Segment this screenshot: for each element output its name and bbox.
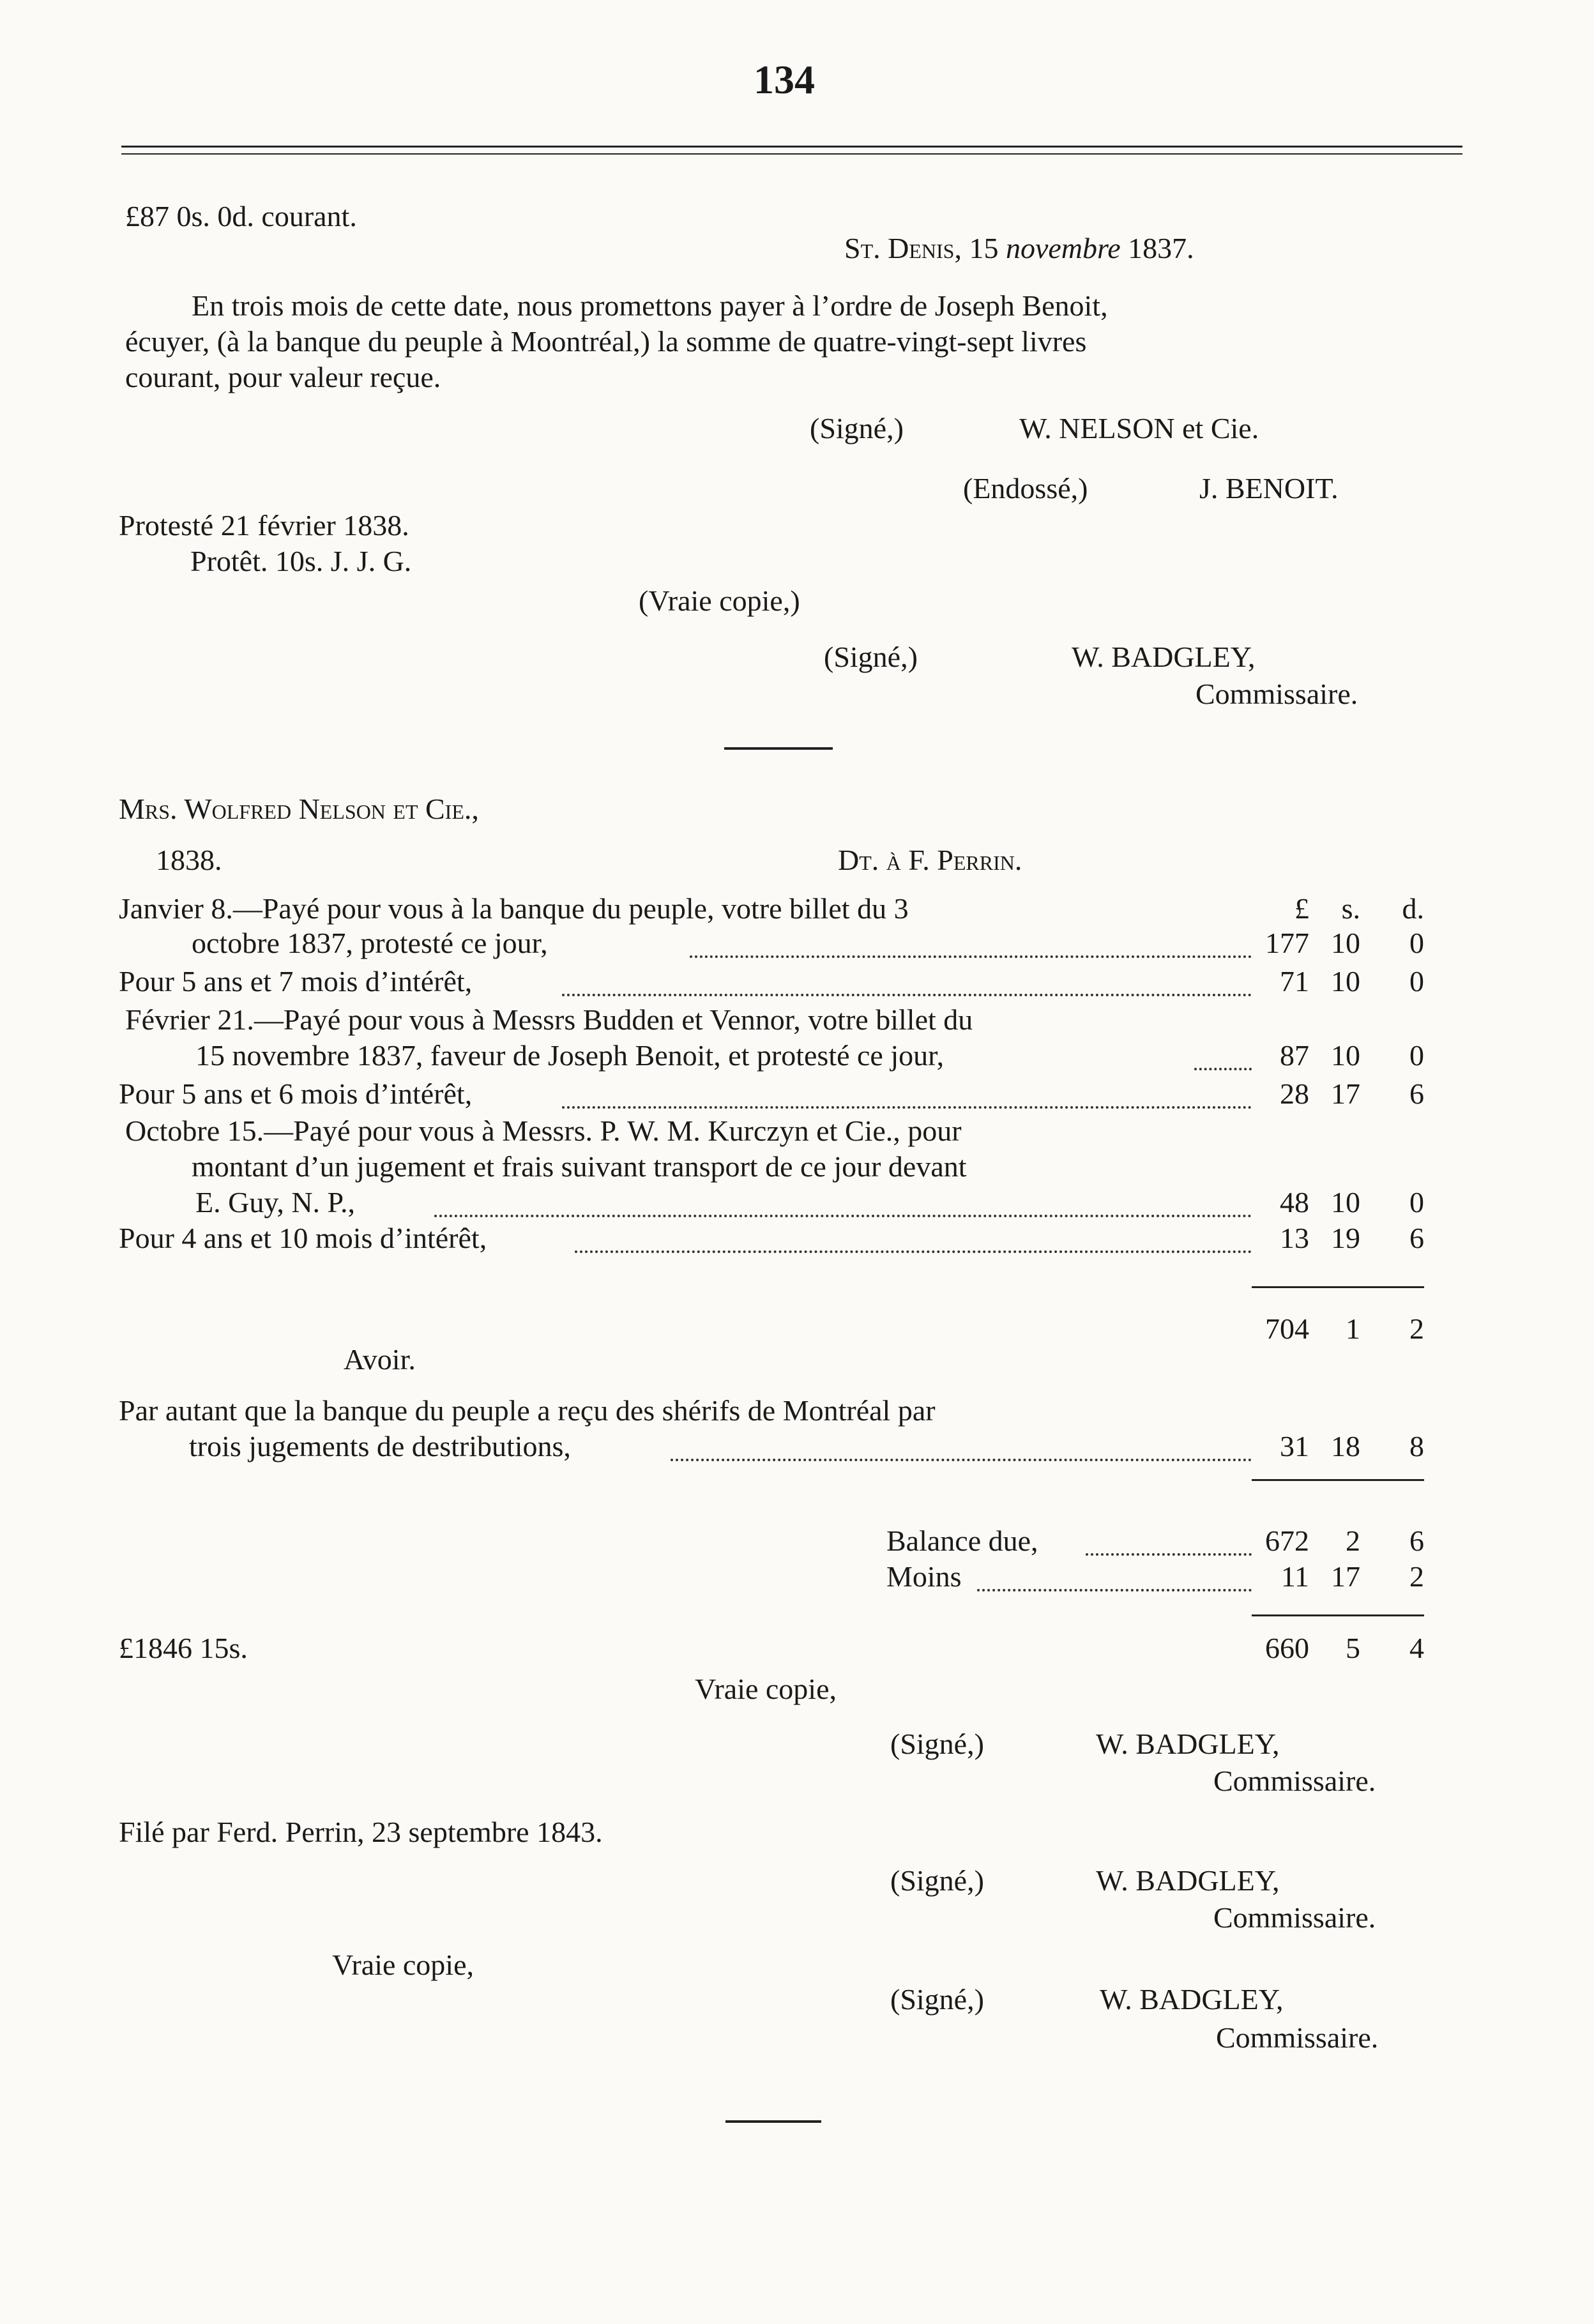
- end-rule: [725, 2120, 821, 2123]
- closing-signed-name: W. BADGLEY,: [1096, 1864, 1280, 1897]
- entry-line: Pour 5 ans et 6 mois d’intérêt,: [119, 1077, 473, 1110]
- total-rule: [1252, 1286, 1424, 1288]
- note-amount: £87 0s. 0d. courant.: [125, 200, 357, 232]
- entry-shillings: 10: [1331, 1186, 1360, 1219]
- account-year: 1838.: [156, 844, 222, 876]
- closing-true-copy: Vraie copie,: [332, 1948, 474, 1981]
- net-shillings: 5: [1346, 1632, 1360, 1664]
- credit-pence: 8: [1409, 1430, 1424, 1462]
- closing-signed-label: (Signé,): [890, 1864, 984, 1897]
- closing-signed-label: (Signé,): [890, 1983, 984, 2016]
- note-month: novembre: [1005, 232, 1121, 264]
- closing-title: Commissaire.: [1216, 2021, 1379, 2054]
- less-shillings: 17: [1331, 1560, 1360, 1593]
- credit-rule: [1252, 1479, 1424, 1481]
- balance-pounds: 672: [1265, 1524, 1309, 1557]
- less-pence: 2: [1409, 1560, 1424, 1593]
- closing-signed-label: (Signé,): [890, 1728, 984, 1760]
- entry-line: Février 21.—Payé pour vous à Messrs Budden et Vennor, votre billet du: [125, 1003, 973, 1036]
- entry-pounds: 28: [1280, 1077, 1309, 1110]
- note-endorsed-label: (Endossé,): [963, 472, 1088, 505]
- entry-shillings: 10: [1331, 1039, 1360, 1072]
- page-number: 134: [754, 57, 815, 102]
- entry-shillings: 10: [1331, 965, 1360, 998]
- note-body-line: courant, pour valeur reçue.: [125, 361, 441, 393]
- note-body-line: écuyer, (à la banque du peuple à Moontréal,) la somme de quatre-vingt-sept livres: [125, 325, 1087, 358]
- sum-left: £1846 15s.: [119, 1632, 248, 1664]
- leader-dots: [1086, 1553, 1252, 1556]
- entry-pounds: 48: [1280, 1186, 1309, 1219]
- entry-pounds: 13: [1280, 1222, 1309, 1254]
- total-pounds: 704: [1265, 1312, 1309, 1345]
- note-protest: Protesté 21 février 1838.: [119, 509, 409, 542]
- entry-pounds: 177: [1265, 927, 1309, 959]
- note-true-copy: (Vraie copie,): [639, 584, 800, 617]
- credit-line: trois jugements de destributions,: [189, 1430, 571, 1462]
- closing-filed: Filé par Ferd. Perrin, 23 septembre 1843.: [119, 1816, 603, 1848]
- leader-dots: [690, 955, 1252, 958]
- note-signed-label: (Signé,): [810, 412, 904, 444]
- col-header-pounds: £: [1294, 892, 1309, 925]
- col-header-pence: d.: [1402, 892, 1424, 925]
- note-copy-signed-label: (Signé,): [824, 641, 918, 673]
- balance-shillings: 2: [1346, 1524, 1360, 1557]
- entry-line: montant d’un jugement et frais suivant transport de ce jour devant: [192, 1150, 967, 1183]
- note-year: 1837.: [1128, 232, 1194, 264]
- note-body-line: En trois mois de cette date, nous promettons payer à l’ordre de Joseph Benoit,: [192, 289, 1108, 322]
- avoir-label: Avoir.: [344, 1343, 416, 1376]
- entry-pence: 6: [1409, 1222, 1424, 1254]
- net-pence: 4: [1409, 1632, 1424, 1664]
- entry-line: Janvier 8.—Payé pour vous à la banque du peuple, votre billet du 3: [119, 892, 909, 925]
- entry-pounds: 71: [1280, 965, 1309, 998]
- col-header-shillings: s.: [1341, 892, 1360, 925]
- entry-pence: 0: [1409, 1186, 1424, 1219]
- net-pounds: 660: [1265, 1632, 1309, 1664]
- entry-pence: 0: [1409, 927, 1424, 959]
- entry-shillings: 17: [1331, 1077, 1360, 1110]
- total-shillings: 1: [1346, 1312, 1360, 1345]
- entry-pence: 0: [1409, 965, 1424, 998]
- entry-pence: 6: [1409, 1077, 1424, 1110]
- entry-line: E. Guy, N. P.,: [195, 1186, 356, 1219]
- leader-dots: [575, 1250, 1252, 1253]
- balance-pence: 6: [1409, 1524, 1424, 1557]
- closing-true-copy: Vraie copie,: [695, 1673, 837, 1705]
- entry-line: Pour 5 ans et 7 mois d’intérêt,: [119, 965, 473, 998]
- account-creditor: Dt. à F. Perrin.: [838, 844, 1022, 876]
- credit-pounds: 31: [1280, 1430, 1309, 1462]
- note-endorsed-name: J. BENOIT.: [1199, 472, 1339, 505]
- less-label: Moins: [886, 1560, 962, 1593]
- entry-line: octobre 1837, protesté ce jour,: [192, 927, 548, 959]
- leader-dots: [562, 1106, 1252, 1109]
- entry-pence: 0: [1409, 1039, 1424, 1072]
- section-divider: [724, 747, 833, 750]
- note-place: St. Denis,: [844, 232, 962, 264]
- closing-signed-name: W. BADGLEY,: [1100, 1983, 1284, 2016]
- note-copy-signed-title: Commissaire.: [1196, 678, 1358, 710]
- leader-dots: [1194, 1068, 1252, 1070]
- leader-dots: [977, 1589, 1252, 1591]
- total-pence: 2: [1409, 1312, 1424, 1345]
- less-pounds: 11: [1280, 1560, 1309, 1593]
- leader-dots: [562, 994, 1252, 996]
- note-signed-name: W. NELSON et Cie.: [1019, 412, 1259, 444]
- balance-label: Balance due,: [886, 1524, 1038, 1557]
- closing-title: Commissaire.: [1213, 1901, 1376, 1934]
- leader-dots: [671, 1459, 1252, 1461]
- credit-shillings: 18: [1331, 1430, 1360, 1462]
- net-rule: [1252, 1614, 1424, 1616]
- header-rule: [121, 146, 1462, 155]
- entry-pounds: 87: [1280, 1039, 1309, 1072]
- note-copy-signed-name: W. BADGLEY,: [1072, 641, 1256, 673]
- account-heading: Mrs. Wolfred Nelson et Cie.,: [119, 793, 479, 825]
- leader-dots: [434, 1215, 1252, 1217]
- entry-shillings: 19: [1331, 1222, 1360, 1254]
- entry-line: Pour 4 ans et 10 mois d’intérêt,: [119, 1222, 487, 1254]
- note-place-date: [844, 231, 1194, 266]
- entry-line: Octobre 15.—Payé pour vous à Messrs. P. W. M. Kurczyn et Cie., pour: [125, 1114, 962, 1147]
- note-day: 15: [969, 232, 999, 264]
- closing-signed-name: W. BADGLEY,: [1096, 1728, 1280, 1760]
- credit-line: Par autant que la banque du peuple a reçu des shérifs de Montréal par: [119, 1394, 936, 1427]
- entry-line: 15 novembre 1837, faveur de Joseph Benoit, et protesté ce jour,: [195, 1039, 945, 1072]
- entry-shillings: 10: [1331, 927, 1360, 959]
- note-protest-fee: Protêt. 10s. J. J. G.: [190, 545, 412, 577]
- closing-title: Commissaire.: [1213, 1765, 1376, 1797]
